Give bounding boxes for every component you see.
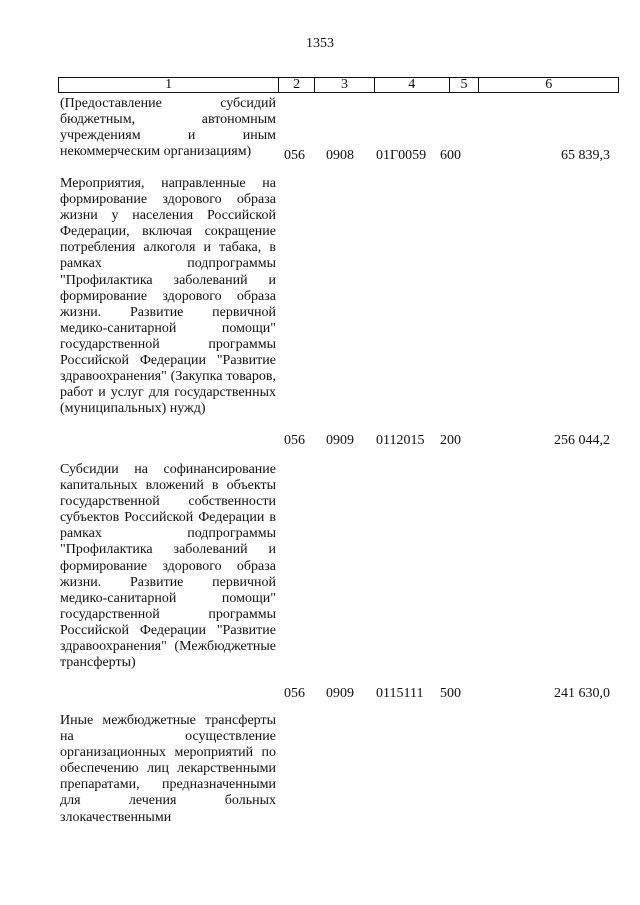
row-expense-type-code: 600: [440, 148, 461, 163]
row-description: Иные межбюджетные трансферты на осуществление организационных мероприятий по обеспечению лиц лекарственными препаратами, предназначенными для лечения больных злокачественными: [60, 713, 276, 825]
row-gr-code: 056: [284, 686, 305, 701]
row-amount: 65 839,3: [561, 148, 610, 163]
column-header-4: 4: [375, 78, 450, 92]
row-expense-type-code: 500: [440, 686, 461, 701]
row-description: (Предоставление субсидий бюджетным, автономным учреждениям и иным некоммерческим организациям): [60, 96, 276, 160]
row-description: Мероприятия, направленные на формирование здорового образа жизни у населения Российской Федерации, включая сокращение потребления алкоголя и табака, в рамках подпрограммы "Профилактика заболеваний и формирование здорового образа жизни. Развитие первичной медико-санитарной помощи" государственной программы Российской Федерации "Развитие здравоохранения" (Закупка товаров, работ и услуг для государственных (муниципальных) нужд): [60, 176, 276, 417]
column-header-5: 5: [450, 78, 480, 92]
row-gr-code: 056: [284, 433, 305, 448]
row-section-code: 0908: [326, 148, 354, 163]
column-header-3: 3: [315, 78, 375, 92]
row-target-code: 0115111: [376, 686, 424, 701]
column-header-6: 6: [545, 77, 553, 92]
row-expense-type-code: 200: [440, 433, 461, 448]
column-header-1: 1: [59, 78, 279, 92]
row-gr-code: 056: [284, 148, 305, 163]
row-description: Субсидии на софинансирование капитальных вложений в объекты государственной собственности субъектов Российской Федерации в рамках подпрограммы "Профилактика заболеваний и формирование здорового образа жизни. Развитие первичной медико-санитарной помощи" государственной программы Российской Федерации "Развитие здравоохранения" (Межбюджетные трансферты): [60, 462, 276, 671]
page-number: 1353: [306, 36, 334, 51]
column-header-2: 2: [279, 78, 315, 92]
row-section-code: 0909: [326, 686, 354, 701]
row-target-code: 01Г0059: [376, 148, 427, 163]
row-amount: 241 630,0: [554, 686, 610, 701]
row-amount: 256 044,2: [554, 433, 610, 448]
table-header-row: [58, 77, 619, 93]
row-section-code: 0909: [326, 433, 354, 448]
row-target-code: 0112015: [376, 433, 425, 448]
